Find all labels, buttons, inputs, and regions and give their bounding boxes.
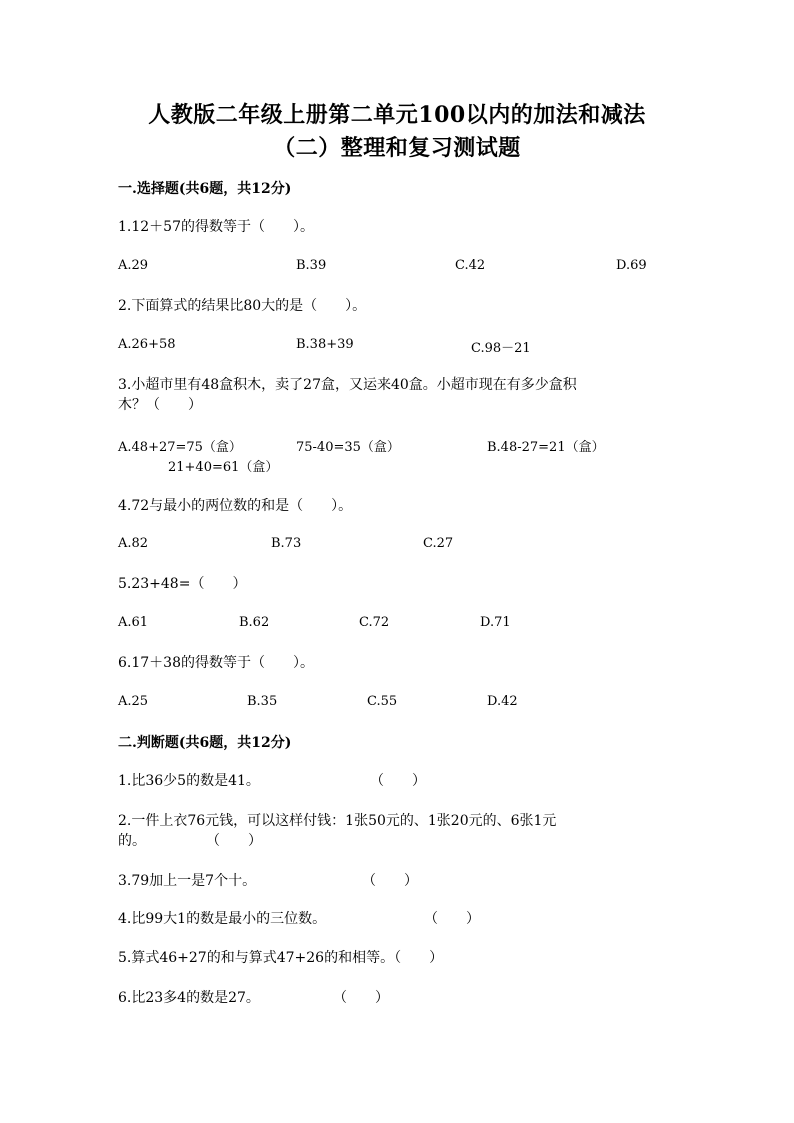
answer-blank: （ ） xyxy=(362,873,418,889)
option: C.27 xyxy=(423,536,454,551)
page-title-line2: （二）整理和复习测试题 xyxy=(273,135,521,161)
question-text: 1.12＋57的得数等于（ ）。 xyxy=(118,219,314,235)
question-text-line1: 2.一件上衣76元钱，可以这样付钱：1张50元的、1张20元的、6张1元 xyxy=(118,813,557,829)
option: A.48+27=75（盒） xyxy=(118,440,242,455)
option: A.61 xyxy=(118,615,149,630)
question-text: 1.比36少5的数是41。 xyxy=(118,773,260,789)
section-header-choice: 一.选择题(共6题，共12分) xyxy=(118,181,292,197)
question-text-line2: 的。 xyxy=(118,833,146,849)
option: C.72 xyxy=(359,615,390,630)
question-text: 3.79加上一是7个十。 xyxy=(118,873,257,889)
question-text: 4.比99大1的数是最小的三位数。 xyxy=(118,911,327,927)
question-text-line1: 3.小超市里有48盒积木，卖了27盒，又运来40盒。小超市现在有多少盒积 xyxy=(118,377,577,393)
answer-blank: （ ） xyxy=(424,911,480,927)
option: B.48-27=21（盒） xyxy=(487,440,605,455)
option: A.29 xyxy=(118,258,149,273)
answer-blank: （ ） xyxy=(370,773,426,789)
page-title-line1: 人教版二年级上册第二单元100以内的加法和减法 xyxy=(148,102,646,128)
option: B.38+39 xyxy=(296,337,354,352)
answer-blank: （ ） xyxy=(206,833,262,849)
option: C.55 xyxy=(367,694,398,709)
option: C.98－21 xyxy=(471,341,531,356)
option: B.39 xyxy=(296,258,327,273)
section-header-judgement: 二.判断题(共6题，共12分) xyxy=(118,735,292,751)
question-text: 2.下面算式的结果比80大的是（ ）。 xyxy=(118,298,367,314)
option: B.35 xyxy=(247,694,278,709)
question-text: 6.比23多4的数是27。 xyxy=(118,990,260,1006)
option: A.25 xyxy=(118,694,149,709)
option: D.69 xyxy=(616,258,647,273)
option: A.26+58 xyxy=(118,337,176,352)
question-text-line2: 木？（ ） xyxy=(118,397,202,413)
option: D.71 xyxy=(480,615,511,630)
option: A.82 xyxy=(118,536,149,551)
option: 75-40=35（盒） xyxy=(296,440,400,455)
question-text: 5.23+48=（ ） xyxy=(118,576,247,592)
option: C.42 xyxy=(455,258,486,273)
answer-blank: （ ） xyxy=(333,990,389,1006)
option: B.62 xyxy=(239,615,270,630)
option: B.73 xyxy=(271,536,302,551)
question-text: 5.算式46+27的和与算式47+26的和相等。（ ） xyxy=(118,950,444,966)
option: 21+40=61（盒） xyxy=(168,460,279,475)
question-text: 6.17＋38的得数等于（ ）。 xyxy=(118,655,314,671)
option: D.42 xyxy=(487,694,518,709)
question-text: 4.72与最小的两位数的和是（ ）。 xyxy=(118,498,353,514)
